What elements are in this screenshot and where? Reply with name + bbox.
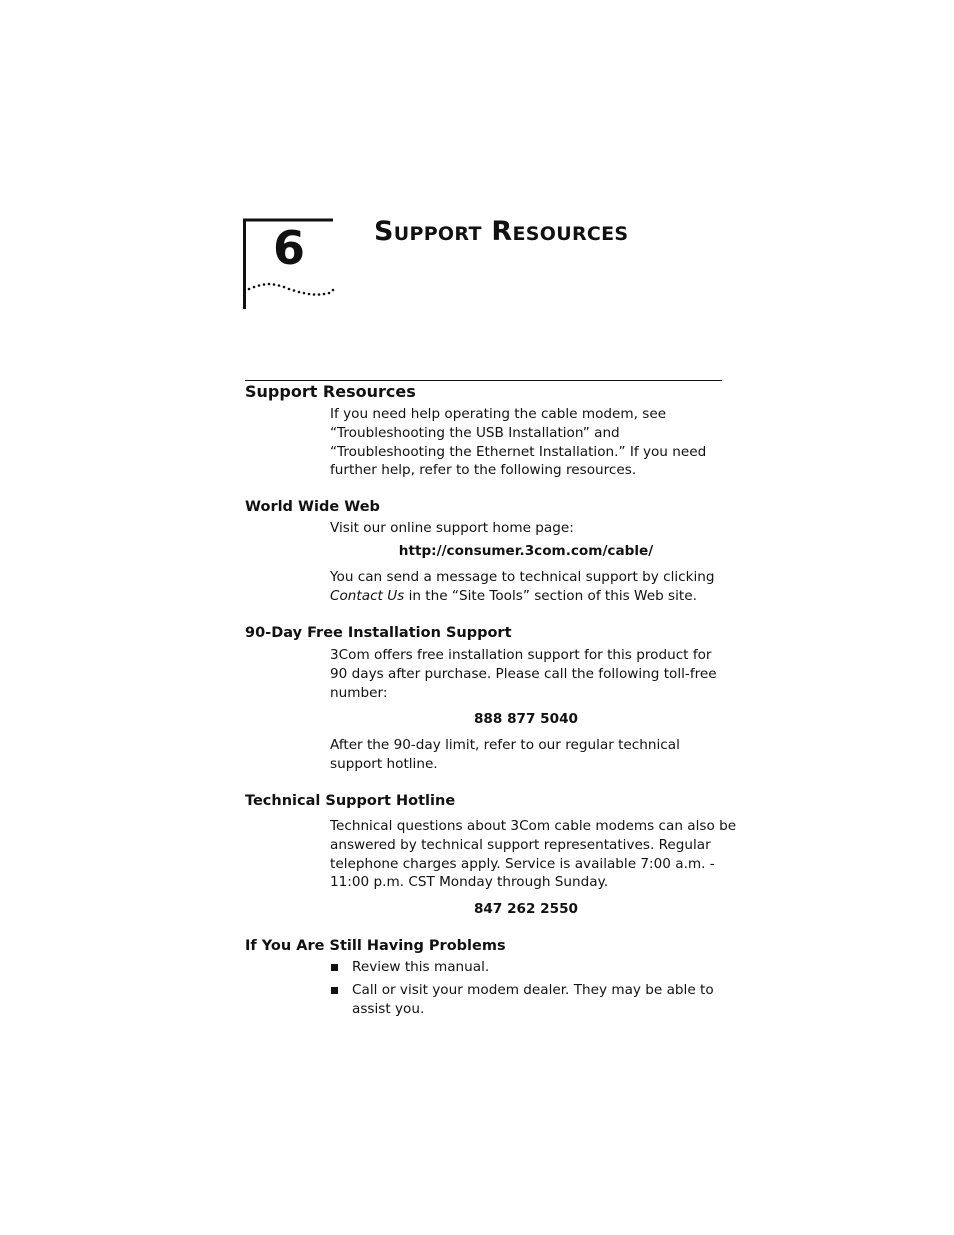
intro-line: further help, refer to the following resources. (330, 462, 637, 479)
web-contact-paragraph (330, 568, 725, 606)
bullet-square-icon (331, 964, 338, 971)
hotline-line: answered by technical support representatives. Regular (330, 836, 711, 853)
list-item-text: Call or visit your modem dealer. They may be able to (352, 981, 714, 998)
install-after-paragraph (330, 736, 725, 774)
hotline-line: telephone charges apply. Service is available 7:00 a.m. - (330, 855, 715, 872)
bullet-square-icon (331, 987, 338, 994)
contact-us-term: Contact Us (330, 587, 405, 604)
web-contact-line: You can send a message to technical support by clicking (330, 569, 715, 585)
problems-heading: If You Are Still Having Problems (245, 938, 506, 954)
chapter-number: 6 (273, 221, 306, 275)
install-line: 90 days after purchase. Please call the following toll-free (330, 665, 717, 682)
hotline-phone: 847 262 2550 (473, 901, 579, 917)
section-heading: Support Resources (245, 382, 416, 401)
web-heading: World Wide Web (245, 499, 380, 515)
install-support-phone: 888 877 5040 (473, 711, 579, 727)
install-line: number: (330, 684, 388, 701)
list-item-text: Review this manual. (352, 959, 490, 975)
install-after-line: After the 90-day limit, refer to our regular technical (330, 737, 680, 753)
intro-line: “Troubleshooting the USB Installation” and (330, 424, 620, 441)
hotline-paragraph (330, 817, 737, 892)
support-url-link[interactable]: http://consumer.3com.com/cable/ (398, 543, 654, 559)
hotline-heading: Technical Support Hotline (245, 793, 456, 809)
install-line: 3Com offers free installation support for this product for (330, 647, 712, 663)
chapter-badge (243, 218, 338, 310)
intro-line: If you need help operating the cable modem, see (330, 406, 667, 422)
install-support-heading: 90-Day Free Installation Support (245, 625, 512, 641)
problems-list (330, 958, 725, 1018)
web-contact-line (330, 587, 725, 606)
list-item (330, 958, 725, 977)
web-lead: Visit our online support home page: (330, 520, 574, 536)
list-item (330, 981, 725, 1019)
chapter-title: Support Resources (374, 216, 629, 247)
web-contact-rest: in the “Site Tools” section of this Web site. (404, 587, 697, 604)
hotline-line: Technical questions about 3Com cable modems can also be (330, 818, 737, 834)
intro-line: “Troubleshooting the Ethernet Installation.” If you need (330, 443, 707, 460)
section-intro (330, 405, 725, 480)
install-support-paragraph (330, 646, 725, 702)
install-after-line: support hotline. (330, 755, 438, 772)
hotline-line: 11:00 p.m. CST Monday through Sunday. (330, 874, 609, 891)
list-item-text: assist you. (352, 1000, 425, 1017)
